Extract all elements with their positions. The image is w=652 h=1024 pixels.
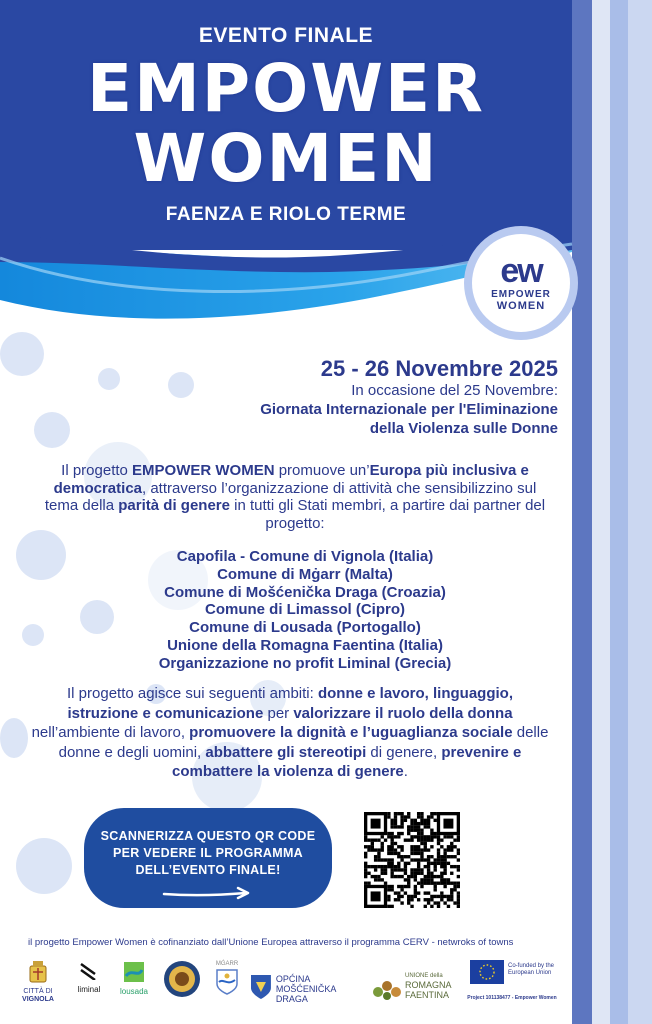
romagna-label1: UNIONE della <box>405 972 443 979</box>
partners-list <box>60 548 550 673</box>
ambiti-paragraph <box>30 684 550 782</box>
vignola-crest-icon <box>27 960 49 988</box>
ambiti-bold: promuovere la dignità e l’uguaglianza sociale <box>189 724 513 741</box>
qr-code[interactable] <box>364 812 460 908</box>
funding-note: il progetto Empower Women è cofinanziato dall’Unione Europea attraverso il programma CERV - netwroks of towns <box>28 937 514 948</box>
ambiti-bold: prevenire e combattere la violenza di genere <box>172 743 522 780</box>
opcina-label2: MOŠĆENIČKA DRAGA <box>275 984 336 1004</box>
qr-line2: PER VEDERE IL PROGRAMMA <box>112 846 304 860</box>
partner-logos-row <box>20 960 560 1012</box>
partner-item: Comune di Mošćenička Draga (Croazia) <box>164 583 446 601</box>
ambiti-text: Il progetto agisce sui seguenti ambiti: <box>67 685 318 702</box>
decor-bubble <box>16 838 72 894</box>
decor-bubble <box>168 372 194 398</box>
qr-line3: DELL’EVENTO FINALE! <box>135 863 281 877</box>
decor-bubble <box>22 624 44 646</box>
intro-text: in tutti gli Stati membri, a partire dai partner del progetto: <box>229 497 546 532</box>
intro-text: promuove un’ <box>274 462 370 479</box>
intro-bold: Europa più inclusiva e democratica <box>53 462 529 497</box>
opcina-label1: OPĆINA <box>275 974 311 984</box>
eu-row <box>470 960 554 984</box>
mgarr-shield-icon <box>215 968 239 996</box>
ambiti-text: nell’ambiente di lavoro, <box>31 724 190 741</box>
decor-bubble <box>34 412 70 448</box>
logo-inner <box>472 234 570 332</box>
opcina-logo <box>250 960 370 1004</box>
qr-line1: SCANNERIZZA QUESTO QR CODE <box>100 829 316 843</box>
ambiti-bold: valorizzare il ruolo della donna <box>293 704 513 722</box>
intro-bold: EMPOWER WOMEN <box>132 462 275 479</box>
arrow-right-icon <box>162 885 254 901</box>
vignola-label1: CITTÀ DI <box>23 988 53 995</box>
decor-bubble <box>0 718 28 758</box>
decor-bubble <box>98 368 120 390</box>
empower-women-logo <box>464 226 578 340</box>
vignola-logo <box>20 960 56 1004</box>
partner-item: Comune di Lousada (Portogallo) <box>189 619 421 637</box>
lousada-label: lousada <box>119 987 149 996</box>
eu-text <box>508 963 554 984</box>
giornata-line2: della Violenza sulle Donne <box>369 420 558 437</box>
giornata-line1: Giornata Internazionale per l'Eliminazione <box>260 401 558 418</box>
lousada-logo <box>116 960 152 996</box>
liminal-mark-icon <box>78 960 100 980</box>
intro-bold: parità di genere <box>118 497 230 514</box>
mgarr-logo <box>212 960 242 996</box>
eu-label2: European Union <box>507 970 552 976</box>
title-line-1: EMPOWER <box>87 50 485 127</box>
event-occasion: In occasione del 25 Novembre: <box>351 382 558 399</box>
intro-text: Il progetto <box>61 462 133 479</box>
romagna-dots-icon <box>372 974 402 1000</box>
eu-label1: Co-funded by the <box>507 963 555 969</box>
intro-paragraph <box>40 462 550 532</box>
title-line-2: WOMEN <box>133 120 439 197</box>
liminal-label: liminal <box>77 985 101 994</box>
partner-item: Comune di Limassol (Cipro) <box>204 601 405 619</box>
mgarr-label: MĠARR <box>215 961 239 967</box>
ambiti-bold: donne e lavoro, linguaggio, istruzione e comunicazione <box>67 685 513 722</box>
event-date: 25 - 26 Novembre 2025 <box>320 356 558 381</box>
eu-project-label: Project 101138477 - Empower Women <box>467 995 557 1001</box>
ambiti-bold: abbattere gli stereotipi <box>205 743 367 761</box>
liminal-logo <box>72 960 106 994</box>
limassol-logo <box>162 960 202 998</box>
romagna-label2: ROMAGNA <box>405 979 452 990</box>
decor-bubble <box>0 332 44 376</box>
ambiti-text: per <box>263 704 294 722</box>
event-giornata <box>190 400 558 438</box>
decor-bubble <box>16 530 66 580</box>
opcina-shield-icon <box>250 974 272 1000</box>
qr-callout-button[interactable] <box>84 808 332 908</box>
opcina-text <box>276 974 370 1004</box>
eu-flag-icon <box>470 960 504 984</box>
logo-monogram: ew <box>500 251 542 290</box>
limassol-seal-icon <box>163 960 201 998</box>
logo-text-line1: EMPOWER <box>491 288 551 300</box>
romagna-faentina-logo <box>372 960 468 1000</box>
partner-item: Unione della Romagna Faentina (Italia) <box>167 636 443 654</box>
romagna-text <box>405 973 452 1000</box>
logo-text-line2: WOMEN <box>496 299 546 312</box>
location-subtitle: FAENZA E RIOLO TERME <box>165 204 407 225</box>
event-kicker: EVENTO FINALE <box>198 24 374 47</box>
partner-item: Comune di Mġarr (Malta) <box>217 565 393 583</box>
ambiti-text: delle donne e degli uomini, <box>58 724 549 761</box>
intro-text: , attraverso l’organizzazione di attività che sensibilizzino sul tema della <box>44 479 537 514</box>
ambiti-text: di genere, <box>366 743 442 761</box>
ambiti-text: . <box>403 763 408 780</box>
partner-item: Organizzazione no profit Liminal (Grecia) <box>158 654 452 672</box>
lousada-mark-icon <box>122 960 146 984</box>
vignola-label2: VIGNOLA <box>22 996 54 1003</box>
romagna-label3: FAENTINA <box>405 989 450 1000</box>
partner-item: Capofila - Comune di Vignola (Italia) <box>176 548 434 565</box>
eu-cofunded-logo <box>460 960 564 1002</box>
